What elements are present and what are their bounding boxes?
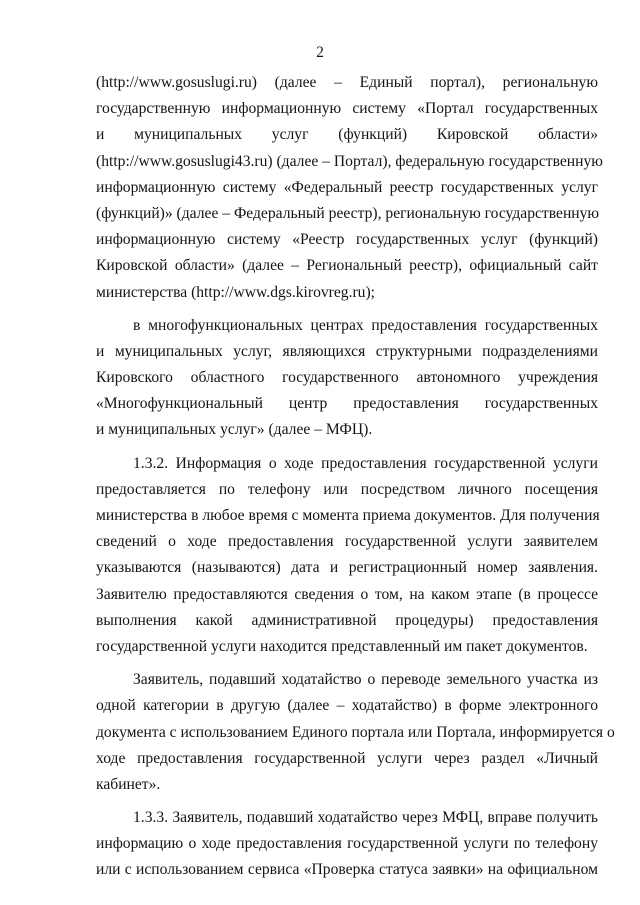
text-line: информацию о ходе предоставления государственной услуги по телефону [96,835,598,853]
text-line: ходе предоставления государственной услуги через раздел «Личный [96,749,598,767]
text-line: предоставляется по телефону или посредством личного посещения [96,480,598,498]
paragraph-portals [96,70,603,306]
text-line: информационную систему «Реестр государственных услуг (функций) [96,231,598,249]
text-line: выполнения какой административной процедуры) предоставления [96,611,598,629]
text-line: в многофункциональных центрах предоставления государственных [133,316,598,334]
text-line: Заявитель, подавший ходатайство о переводе земельного участка из [133,671,598,689]
scan-mark-right [510,872,524,874]
text-line: информационную систему «Федеральный реестр государственных услуг [96,178,598,196]
text-line: указываются (называются) дата и регистрационный номер заявления. [96,559,598,577]
page-number: 2 [316,44,324,61]
text-line: кабинет». [96,775,161,793]
text-line: Кировского областного государственного автономного учреждения [96,369,598,387]
text-line: 1.3.3. Заявитель, подавший ходатайство через МФЦ, вправе получить [133,809,598,827]
text-line: (функций)» (далее – Федеральный реестр), региональную государственную [96,204,600,222]
text-line: сведений о ходе предоставления государственной услуги заявителем [96,533,598,551]
text-line: документа с использованием Единого портала или Портала, информируется о [96,723,615,741]
text-line: (http://www.gosuslugi.ru) (далее – Единый портал), региональную [96,74,598,91]
paragraph-1-3-2 [96,451,598,661]
text-line: государственной услуги находится представленный им пакет документов. [96,637,588,655]
text-line: государственную информационную систему «Портал государственных [96,100,598,118]
text-line: министерства в любое время с момента приема документов. Для получения [96,507,600,524]
scan-mark-left [226,872,240,874]
text-line: и муниципальных услуг» (далее – МФЦ). [96,421,373,439]
text-line: министерства (http://www.dgs.kirovreg.ru); [96,283,375,301]
text-line: (http://www.gosuslugi43.ru) (далее – Портал), федеральную государственную [96,152,603,170]
text-line: Заявителю предоставляются сведения о том, на каком этапе (в процессе [96,585,598,603]
text-line: одной категории в другую (далее – ходатайство) в форме электронного [96,697,598,715]
body-text [96,70,615,884]
text-line: 1.3.2. Информация о ходе предоставления государственной услуги [133,454,598,472]
paragraph-applicant-electronic [96,667,615,798]
text-line: или с использованием сервиса «Проверка статуса заявки» на официальном [96,861,598,879]
text-line: и муниципальных услуг, являющихся структурными подразделениями [96,342,598,360]
text-line: «Многофункциональный центр предоставления государственных [96,395,598,413]
text-line: и муниципальных услуг (функций) Кировской области» [96,126,598,144]
paragraph-mfc [96,313,598,444]
text-line: Кировской области» (далее – Региональный реестр), официальный сайт [96,257,598,275]
